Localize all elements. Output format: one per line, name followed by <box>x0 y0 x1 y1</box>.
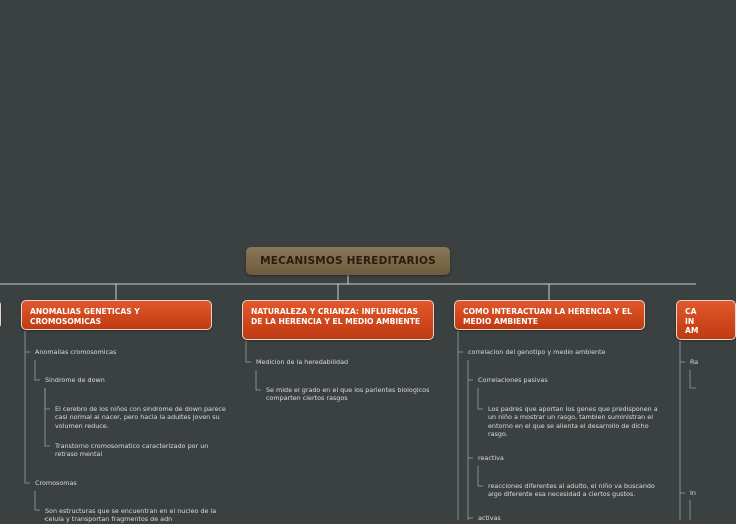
connector <box>246 341 251 362</box>
connector <box>690 370 696 388</box>
topic-cerebro-down[interactable]: El cerebro de los niños con sindrome de down parece casi normal al nacer, pero hacia la adultes joven su volumen reduce. <box>55 405 226 430</box>
central-topic-label: MECANISMOS HEREDITARIOS <box>260 255 436 267</box>
branch-right-cutoff[interactable] <box>676 300 736 340</box>
topic-cromosomas[interactable]: Cromosomas <box>35 479 77 487</box>
connector <box>45 388 50 446</box>
topic-transtorno-cromosomatico[interactable]: Transtorno cromosomatico caracterizado por un retraso mental <box>55 442 209 459</box>
branch-naturaleza[interactable] <box>242 300 434 340</box>
topic-right-in[interactable]: In <box>690 489 696 497</box>
branch-right-cutoff-label: CA IN AM <box>685 307 699 335</box>
branch-anomalias-label: ANOMALIAS GENETICAS Y CROMOSOMICAS <box>30 307 140 326</box>
topic-correlacion-genotipo[interactable]: correlacion del genotipo y medio ambiente <box>468 348 606 356</box>
connector <box>25 331 30 483</box>
central-topic[interactable] <box>246 247 450 275</box>
connector <box>478 388 483 409</box>
topic-anomalias-cromosomicas[interactable]: Anomalias cromosomicas <box>35 348 117 356</box>
branch-interactuan[interactable] <box>454 300 645 330</box>
topic-sindrome-de-down[interactable]: Sindrome de down <box>45 376 105 384</box>
connector <box>478 466 483 486</box>
topic-grado-parientes[interactable]: Se mide el grado en el que los parientes biologicos comparten ciertos rasgos <box>266 386 430 403</box>
topic-reacciones-diferentes[interactable]: reacciones diferentes al adulto, el niño va buscando algo diferente esa necesidad a ciertos gustos. <box>488 482 655 499</box>
branch-interactuan-label: COMO INTERACTUAN LA HERENCIA Y EL MEDIO AMBIENTE <box>463 307 632 326</box>
branch-anomalias[interactable] <box>21 300 212 330</box>
topic-reactiva[interactable]: reactiva <box>478 454 504 462</box>
topic-right-ra[interactable]: Ra <box>690 358 699 366</box>
topic-estructuras-nucleo[interactable]: Son estructuras que se encuentran en el nucleo de la celula y transportan fragmentos de adn <box>45 507 217 524</box>
offscreen-branch-left[interactable] <box>0 300 1 329</box>
topic-correlaciones-pasivas[interactable]: Correlaciones pasivas <box>478 376 548 384</box>
topic-padres-genes[interactable]: Los padres que aportan los genes que predisponen a un niño a mostrar un rasgo, tambien suministran el entorno en el que se alienta el desarrollo de dicho rasgo. <box>488 405 658 438</box>
topic-activas[interactable]: activas <box>478 514 501 522</box>
connector <box>35 360 40 380</box>
connector <box>256 370 261 390</box>
branch-naturaleza-label: NATURALEZA Y CRIANZA: INFLUENCIAS DE LA HERENCIA Y EL MEDIO AMBIENTE <box>251 307 421 326</box>
connector <box>35 491 40 510</box>
connector <box>45 388 50 409</box>
topic-medicion-heredabilidad[interactable]: Medicion de la heredabilidad <box>256 358 349 366</box>
